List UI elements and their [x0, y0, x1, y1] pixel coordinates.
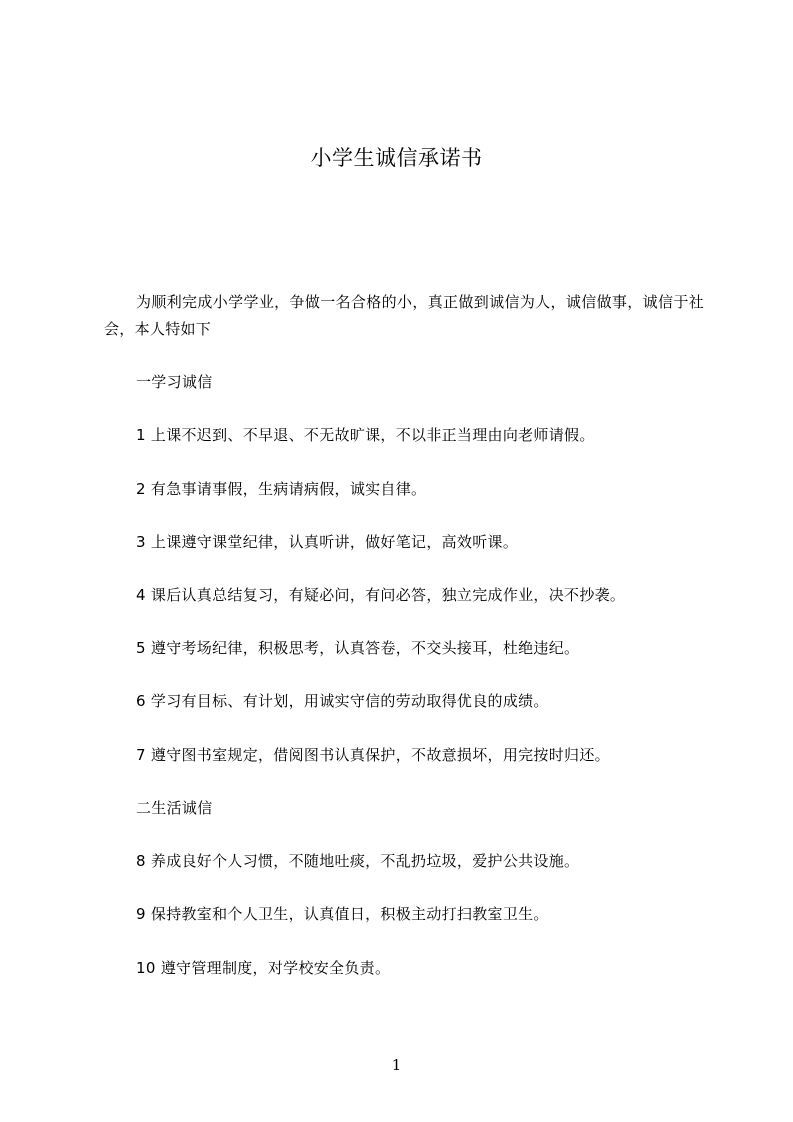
intro-paragraph: 为顺利完成小学学业，争做一名合格的小，真正做到诚信为人，诚信做事，诚信于社会，本人特如下	[104, 293, 704, 338]
section-heading-life: 二生活诚信	[136, 799, 213, 817]
section-heading-study: 一学习诚信	[136, 373, 213, 391]
list-item: 3 上课遵守课堂纪律，认真听讲，做好笔记，高效听课。	[136, 533, 519, 551]
list-item: 9 保持教室和个人卫生，认真值日，积极主动打扫教室卫生。	[136, 905, 549, 923]
list-item: 7 遵守图书室规定，借阅图书认真保护，不故意损坏，用完按时归还。	[136, 746, 610, 764]
list-item: 2 有急事请事假，生病请病假，诚实自律。	[136, 480, 427, 498]
list-item: 6 学习有目标、有计划，用诚实守信的劳动取得优良的成绩。	[136, 692, 549, 710]
list-item: 10 遵守管理制度，对学校安全负责。	[136, 959, 391, 977]
list-item: 5 遵守考场纪律，积极思考，认真答卷，不交头接耳，杜绝违纪。	[136, 639, 580, 657]
document-title: 小学生诚信承诺书	[310, 146, 483, 170]
list-item: 4 课后认真总结复习，有疑必问，有问必答，独立完成作业，决不抄袭。	[136, 586, 626, 604]
page-number: 1	[391, 1056, 402, 1074]
list-item: 8 养成良好个人习惯，不随地吐痰，不乱扔垃圾，爱护公共设施。	[136, 852, 580, 870]
list-item: 1 上课不迟到、不早退、不无故旷课，不以非正当理由向老师请假。	[136, 426, 595, 444]
